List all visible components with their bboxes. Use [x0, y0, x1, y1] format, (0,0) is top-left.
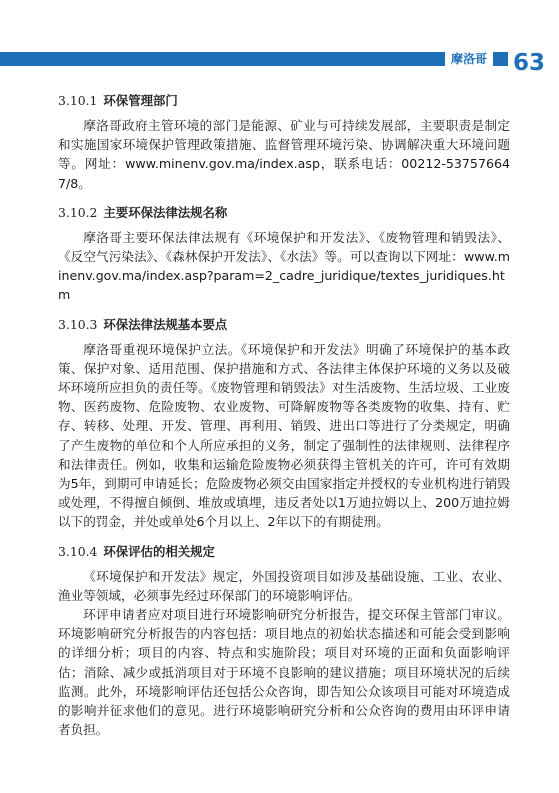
paragraph: 摩洛哥主要环保法律法规有《环境保护和开发法》、《废物管理和销毁法》、《反空气污染法》、《森林保护开发法》、《水法》等。可以查询以下网址：www.minenv.gov.ma/index.asp?param=2_cadre_juridique/textes_juridiques.htm: [58, 229, 510, 303]
section-title: 环保法律法规基本要点: [103, 316, 228, 332]
section-heading: [58, 92, 510, 110]
paragraph: 摩洛哥政府主管环境的部门是能源、矿业与可持续发展部，主要职责是制定和实施国家环境保护管理政策措施、监督管理环境污染、协调解决重大环境问题等。网址：www.minenv.gov.ma/index.asp，联系电话：00212-537576647/8。: [58, 118, 510, 191]
paragraph: 摩洛哥重视环境保护立法。《环境保护和开发法》明确了环境保护的基本政策、保护对象、适用范围、保护措施和方式、各法律主体保护环境的义务以及破坏环境所应担负的责任等。《废物管理和销毁法》对生活废物、生活垃圾、工业废物、医药废物、危险废物、农业废物、可降解废物等各类废物的收集、持有、贮存、转移、处理、开发、管理、再利用、销毁、进出口等进行了分类规定，明确了产生废物的单位和个人所应承担的义务，制定了强制性的法律规则、法律程序和法律责任。例如，收集和运输危险废物必须获得主管机关的许可，许可有效期为5年，到期可申请延长；危险废物必须交由国家指定并授权的专业机构进行销毁或处理，不得擅自倾倒、堆放或填埋，违反者处以1万迪拉姆以上、200万迪拉姆以下的罚金，并处或单处6个月以上、2年以下的有期徒刑。: [58, 341, 510, 530]
header-bar: [0, 52, 508, 66]
section-3-10-3: [58, 316, 510, 532]
section-3-10-2: [58, 204, 510, 305]
section-number: 3.10.2: [58, 204, 98, 220]
section-number: 3.10.1: [58, 93, 98, 108]
document-body: [58, 92, 510, 750]
section-heading: [58, 204, 510, 222]
section-title: 环保管理部门: [103, 93, 178, 108]
page-number: 63: [512, 50, 545, 76]
paragraph: 环评申请者应对项目进行环境影响研究分析报告，提交环保主管部门审议。环境影响研究分析报告的内容包括：项目地点的初始状态描述和可能会受到影响的详细分析；项目的内容、特点和实施阶段；项目对环境的正面和负面影响评估；消除、减少或抵消项目对于环境不良影响的建议措施；项目环境状况的后续监测。此外，环境影响评估还包括公众咨询，即告知公众该项目可能对环境造成的影响并征求他们的意见。进行环境影响研究分析和公众咨询的费用由环评申请者负担。: [58, 607, 510, 738]
section-3-10-1: [58, 92, 510, 193]
section-title: 主要环保法律法规名称: [103, 204, 228, 220]
section-heading: [58, 316, 510, 334]
section-number: 3.10.3: [58, 316, 98, 332]
section-3-10-4: [58, 543, 510, 740]
header-country-label: 摩洛哥: [445, 48, 493, 70]
section-title: 环保评估的相关规定: [103, 543, 215, 559]
section-number: 3.10.4: [58, 543, 98, 559]
section-heading: [58, 543, 510, 561]
paragraph: 《环境保护和开发法》规定，外国投资项目如涉及基础设施、工业、农业、渔业等领域，必须事先经过环保部门的环境影响评估。: [58, 568, 510, 603]
